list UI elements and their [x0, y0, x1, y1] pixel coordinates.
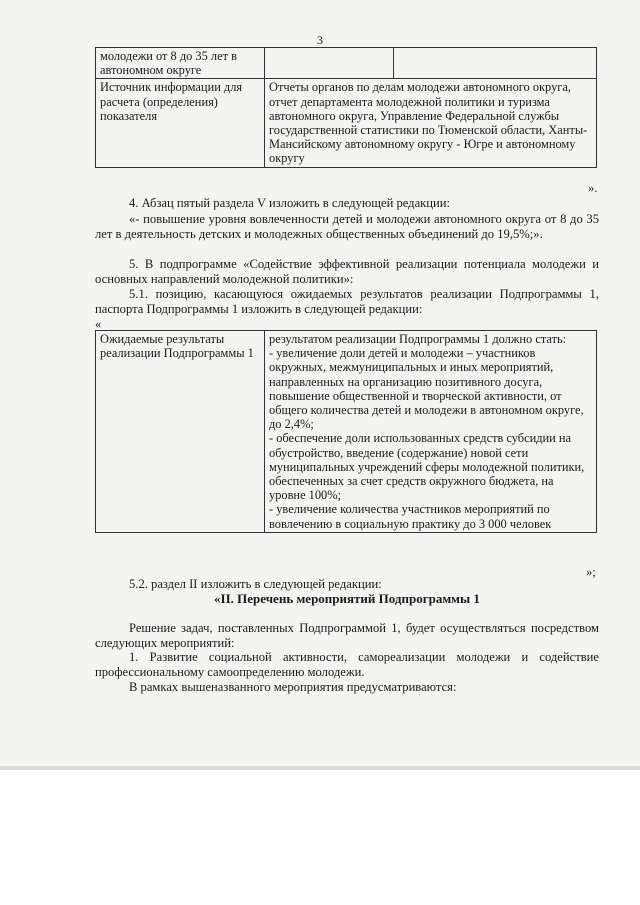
- page-number: 3: [317, 33, 323, 47]
- result-line: - увеличение доли детей и молодежи – участников окружных, межмуниципальных и иных мероприятий, направленных на организацию позитивного досуга, повышение общественной и творческой активности, от общего количества детей и молодежи в автономном округе, до 2,4%;: [269, 346, 584, 432]
- expected-results-table: [95, 330, 597, 533]
- paragraph-5-1: 5.1. позицию, касающуюся ожидаемых результатов реализации Подпрограммы 1, паспорта Подпрограммы 1 изложить в следующей редакции:: [95, 287, 599, 316]
- table-row: [96, 48, 597, 79]
- indicator-table: [95, 47, 597, 168]
- result-line: результатом реализации Подпрограммы 1 должно стать:: [269, 332, 567, 346]
- section-heading: «II. Перечень мероприятий Подпрограммы 1: [214, 591, 480, 606]
- paragraph-framework: В рамках вышеназванного мероприятия предусматриваются:: [129, 680, 457, 694]
- closing-quote-2: »;: [586, 565, 596, 579]
- closing-quote: ».: [588, 181, 598, 195]
- table-cell: [394, 48, 597, 79]
- table-cell-label: молодежи от 8 до 35 лет в автономном округе: [96, 48, 265, 79]
- paragraph-5-2: 5.2. раздел II изложить в следующей редакции:: [129, 577, 382, 591]
- table-cell-value: Отчеты органов по делам молодежи автономного округа, отчет департамента молодежной политики и туризма автономного округа, Управление Федеральной службы государственной статистики по Тюменской области, Ханты-Мансийскому автономному округу - Югре и автономному округу: [265, 79, 597, 167]
- paragraph-5: 5. В подпрограмме «Содействие эффективной реализации потенциала молодежи и основных направлений молодежной политики»:: [95, 257, 599, 286]
- table-row: [96, 331, 597, 533]
- table-cell: [265, 48, 394, 79]
- paragraph-4-quote: «- повышение уровня вовлеченности детей и молодежи автономного округа от 8 до 35 лет в деятельность детских и молодежных общественных объединений до 19,5%;».: [95, 212, 599, 241]
- paragraph-item-1: 1. Развитие социальной активности, самореализации молодежи и содействие профессиональному самоопределению молодежи.: [95, 650, 599, 679]
- scan-edge: [0, 766, 640, 770]
- table-cell-label: Источник информации для расчета (определения) показателя: [96, 79, 265, 167]
- result-line: - увеличение количества участников мероприятий по вовлечению в социальную практику до 3 000 человек: [269, 502, 552, 531]
- paragraph-decision: Решение задач, поставленных Подпрограммой 1, будет осуществляться посредством следующих мероприятий:: [95, 621, 599, 650]
- result-line: - обеспечение доли использованных средств субсидии на обустройство, введение (содержание) новой сети муниципальных учреждений сферы молодежной политики, обеспеченных за счет средств окружного бюджета, на уровне 100%;: [269, 431, 585, 503]
- paragraph-4: 4. Абзац пятый раздела V изложить в следующей редакции:: [129, 196, 451, 210]
- table-cell-value: [265, 331, 597, 533]
- table-cell-label: Ожидаемые результаты реализации Подпрограммы 1: [96, 331, 265, 533]
- open-quote: «: [95, 317, 102, 331]
- table-row: [96, 79, 597, 167]
